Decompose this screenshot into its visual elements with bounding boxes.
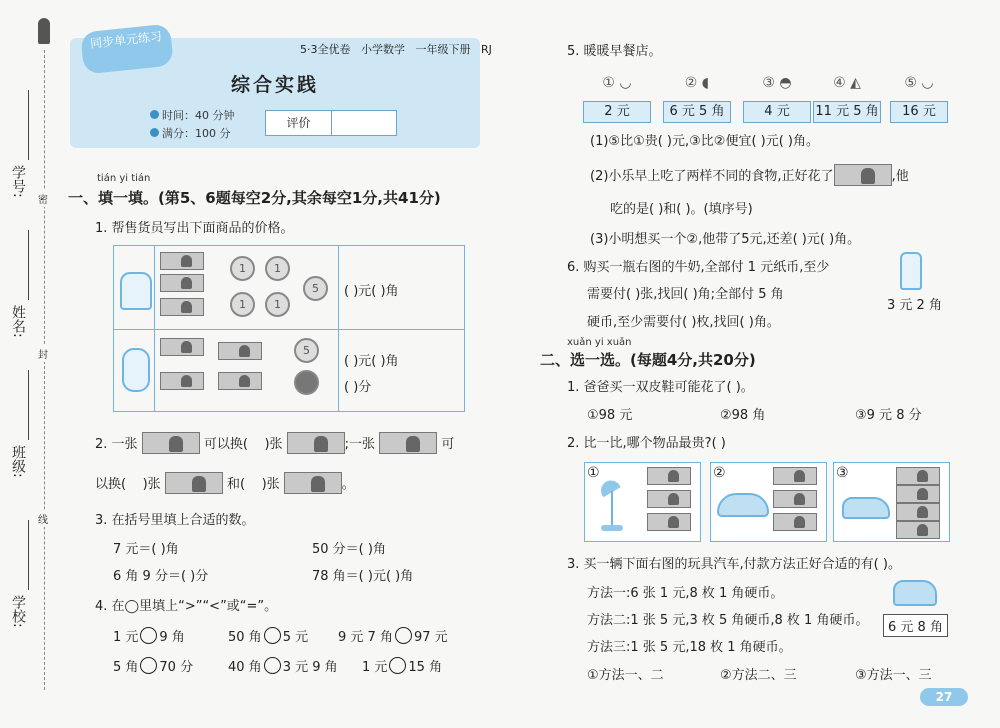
section1-pinyin: tián yi tián [97,173,151,184]
evaluation-field[interactable] [332,111,395,135]
grade: 一年级下册 [415,43,471,56]
breakfast-item-1 [583,75,651,123]
item-price: 2 元 [583,101,651,123]
s2-q3-text: 3. 买一辆下面右图的玩具汽车,付款方法正好合适的有( )。 [567,557,901,572]
banknote-10-icon [160,338,204,356]
label-school: 学校: [10,595,26,628]
q4-left: 1 元 [362,660,388,675]
coin-1-icon: 1 [230,292,255,317]
q6-line3[interactable]: 硬币,至少需要付( )枚,找回( )角。 [587,315,780,330]
coin-1-icon: 1 [265,292,290,317]
s2-q3-option-1[interactable]: ①方法一、二 [587,668,664,683]
noodle-bowl-icon: ⑤ ◡ [904,75,934,91]
q5-sub2-answer[interactable]: 吃的是( )和( )。(填序号) [610,202,753,217]
school-field[interactable] [28,520,29,590]
q4-compare-1 [113,626,185,645]
q6-line1: 6. 购买一瓶右图的牛奶,全部付 1 元纸币,至少 [567,260,830,275]
option-num: ③ [836,465,849,481]
class-field[interactable] [28,370,29,440]
sandwich-icon: ④ ◭ [833,75,861,91]
option-box-shoes[interactable] [833,462,950,542]
label-name: 姓名: [10,305,26,338]
cut-line [44,50,45,690]
compare-circle[interactable] [264,657,281,674]
option-num: ① [587,465,600,481]
time-text: 时间：40 分钟 [162,109,235,122]
item-num: ⑤ [904,75,917,91]
mark-xian: 线 [38,510,48,527]
q2-line1 [95,432,454,454]
s2-q3-method-2: 方法二:1 张 5 元,3 枚 5 角硬币,8 枚 1 角硬币。 [587,613,869,628]
q4-compare-4 [113,656,193,675]
banknote-20-icon [647,490,691,508]
item-num: ① [602,75,615,91]
bun-icon: ③ ◓ [762,75,792,91]
banknote-5-icon [284,472,342,494]
mark-mi: 密 [38,190,48,207]
q2-text-4: ;一张 [344,437,376,452]
q4-compare-2 [228,626,308,645]
q5-sub2-tail: ,他 [891,169,909,184]
banknote-10-icon [160,298,204,316]
banknote-10-icon [647,513,691,531]
milk-price: 3 元 2 角 [887,298,942,313]
option-box-lamp[interactable] [584,462,701,542]
coin-1-icon: 1 [230,256,255,281]
q5-text: 5. 暖暖早餐店。 [567,44,662,59]
section2-pinyin: xuǎn yi xuǎn [567,337,632,348]
banknote-20-icon [834,164,892,186]
breakfast-item-4 [813,75,881,123]
banknote-5-icon [160,274,204,292]
q5-sub2-text: (2)小乐早上吃了两样不同的食物,正好花了 [590,169,834,184]
banknote-5-icon [218,342,262,360]
s2-q1-option-3[interactable]: ③9 元 8 分 [855,408,922,423]
s2-q3-method-3: 方法三:1 张 5 元,18 枚 1 角硬币。 [587,640,792,655]
q4-right: 3 元 9 角 [282,660,338,675]
q4-right: 9 角 [159,630,185,645]
s2-q3-method-1: 方法一:6 张 1 元,8 枚 1 角硬币。 [587,586,784,601]
bowl-icon: ① ◡ [602,75,632,91]
q4-compare-3 [338,626,448,645]
name-field[interactable] [28,230,29,300]
banknote-10-icon [896,485,940,503]
edition: RJ [481,43,492,56]
banknote-10-icon [773,513,817,531]
banknote-20-icon [142,432,200,454]
q5-sub2 [590,164,909,186]
coin-5-icon: 5 [294,338,319,363]
evaluation-label: 评价 [266,111,332,135]
q6-line2[interactable]: 需要付( )张,找回( )角;全部付 5 角 [587,287,784,302]
q2-text-1: 2. 一张 [95,437,138,452]
option-num: ② [713,465,726,481]
hat-icon [717,493,769,517]
s2-q3-option-2[interactable]: ②方法二、三 [720,668,797,683]
banknote-10-icon [165,472,223,494]
compare-circle[interactable] [264,627,281,644]
item-price: 4 元 [743,101,811,123]
banknote-10-icon [287,432,345,454]
student-no-field[interactable] [28,90,29,160]
banknote-20-icon [379,432,437,454]
lamp-base [601,525,623,531]
q2-line2 [95,472,355,494]
banknote-20-icon [160,252,204,270]
unit-badge: 同步单元练习 [80,23,174,74]
bread-icon: ② ◖ [684,75,710,91]
banknote-10-icon [896,521,940,539]
q4-right: 70 分 [159,660,194,675]
coin-1-icon: 1 [265,256,290,281]
q2-text-10: 。 [341,477,355,492]
binding-margin [0,0,60,728]
item-price: 11 元 5 角 [813,101,881,123]
banknote-10-icon [160,372,204,390]
item-price: 16 元 [890,101,948,123]
compare-circle[interactable] [395,627,412,644]
mark-feng: 封 [38,345,48,362]
q1-text: 1. 帮售货员写出下面商品的价格。 [95,221,294,236]
banknote-20-icon [773,490,817,508]
q3-item-4[interactable]: 78 角＝( )元( )角 [312,569,414,584]
breakfast-item-5 [890,75,948,123]
mirror-icon [122,348,150,392]
check-icon [150,128,159,137]
q4-compare-6 [362,656,442,675]
rocket-icon [38,18,50,44]
compare-circle[interactable] [140,657,157,674]
price-table [113,245,465,412]
subject: 小学数学 [361,43,405,56]
label-student-no: 学号: [10,165,26,198]
banknote-20-icon [647,467,691,485]
s2-q3-option-3[interactable]: ③方法一、三 [855,668,932,683]
milk-bottle-icon [900,252,922,290]
score-text: 满分：100 分 [162,127,231,140]
series-name: 5·3全优卷 [300,43,351,56]
clock-icon [150,110,159,119]
q2-text-5: 可 [441,437,455,452]
q4-right: 97 元 [413,630,448,645]
q4-right: 15 角 [408,660,443,675]
banknote-20-icon [896,467,940,485]
page-title: 综合实践 [230,74,319,96]
sneakers-icon [842,497,890,519]
q4-left: 50 角 [228,630,262,645]
section1-title: 一、填一填。(第5、6题每空2分,其余每空1分,共41分) [68,189,441,207]
s2-q1-option-1[interactable]: ①98 元 [587,408,633,423]
breakfast-item-2 [663,75,731,123]
s2-q1-text: 1. 爸爸买一双皮鞋可能花了( )。 [567,380,754,395]
row1-answer[interactable]: ( )元( )角 [344,284,399,299]
page-number: 27 [920,688,968,706]
q4-text: 4. 在◯里填上“>”“<”或“=”。 [95,599,278,614]
book-info [300,41,492,57]
label-class: 班级: [10,445,26,478]
s2-q1-option-2[interactable]: ②98 角 [720,408,766,423]
compare-circle[interactable] [140,627,157,644]
lamp-stand [611,491,613,525]
q2-text-6: 以换( [95,477,127,492]
banknote-20-icon [773,467,817,485]
q2-text-2: 可以换( [203,437,248,452]
q3-item-2[interactable]: 50 分＝( )角 [312,542,386,557]
q4-right: 5 元 [282,630,309,645]
compare-circle[interactable] [389,657,406,674]
s2-q2-text: 2. 比一比,哪个物品最贵?( ) [567,436,726,451]
q2-text-7: )张 [142,477,161,492]
q4-left: 1 元 [113,630,139,645]
item-price: 6 元 5 角 [663,101,731,123]
score-info [150,125,231,141]
option-box-hat[interactable] [710,462,827,542]
q4-compare-5 [228,656,338,675]
car-price: 6 元 8 角 [883,614,948,637]
q2-text-3: )张 [264,437,283,452]
q4-left: 9 元 7 角 [338,630,393,645]
q5-sub3[interactable]: (3)小明想买一个②,他带了5元,还差( )元( )角。 [590,232,861,247]
toy-car-icon [893,580,937,606]
section2-title: 二、选一选。(每题4分,共20分) [540,351,756,369]
banknote-5-icon [218,372,262,390]
item-num: ④ [833,75,846,91]
q3-item-1[interactable]: 7 元＝( )角 [113,542,179,557]
evaluation-box [265,110,397,136]
row2-answer-a[interactable]: ( )元( )角 [344,354,399,369]
q4-left: 40 角 [228,660,262,675]
q2-text-8: 和( [226,477,246,492]
q5-sub1[interactable]: (1)⑤比①贵( )元,③比②便宜( )元( )角。 [590,134,819,149]
q3-text: 3. 在括号里填上合适的数。 [95,513,255,528]
banknote-10-icon [896,503,940,521]
coin-5-icon: 5 [303,276,328,301]
breakfast-item-3 [743,75,811,123]
coin-1-fen-icon [294,370,319,395]
backpack-icon [120,272,152,310]
row2-answer-b[interactable]: ( )分 [344,380,372,395]
item-num: ③ [762,75,775,91]
time-info [150,107,235,123]
q2-text-9: )张 [261,477,280,492]
item-num: ② [684,75,698,91]
q3-item-3[interactable]: 6 角 9 分＝( )分 [113,569,209,584]
desk-lamp-icon [597,477,620,497]
q4-left: 5 角 [113,660,139,675]
